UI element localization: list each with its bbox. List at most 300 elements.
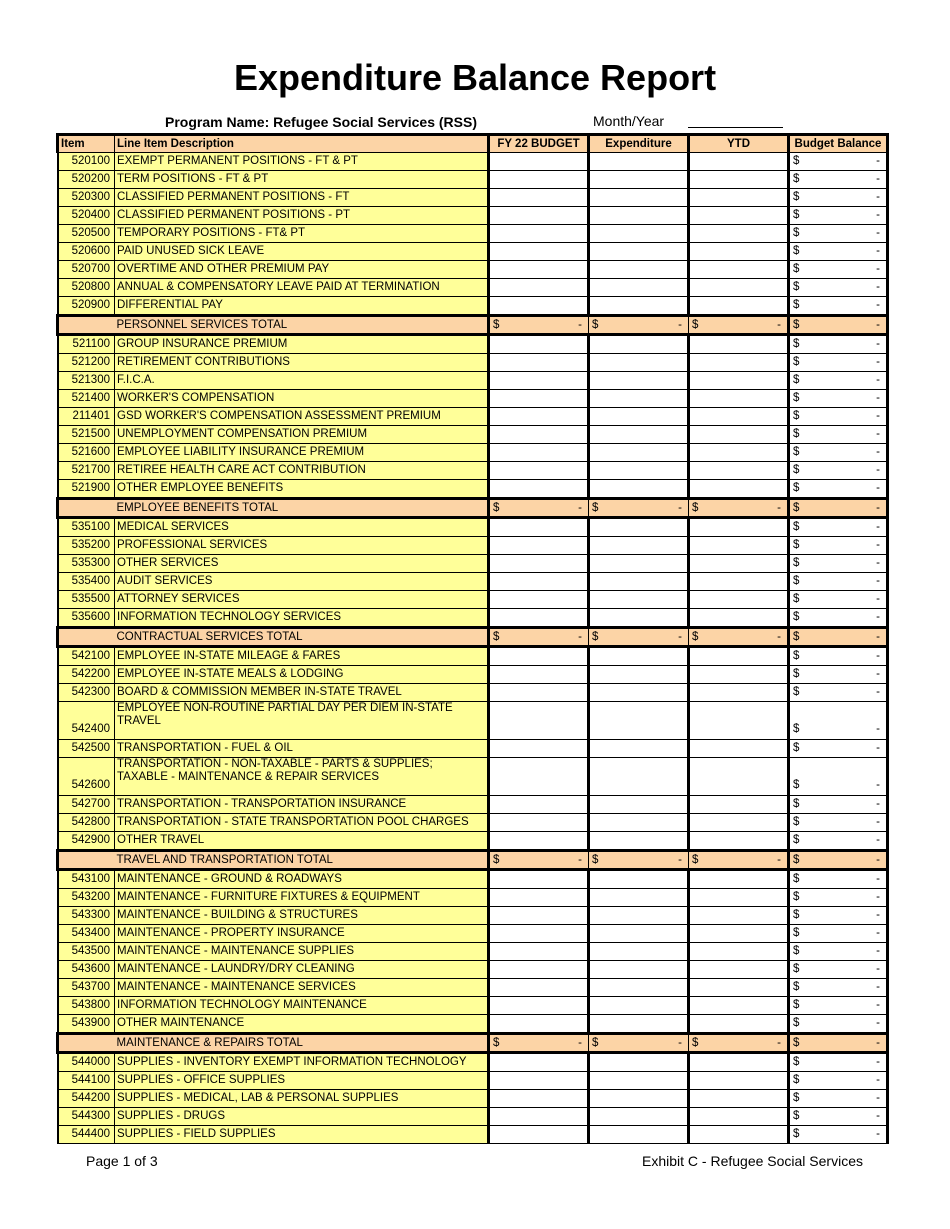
currency-symbol: $ — [592, 631, 599, 643]
budget-cell[interactable] — [489, 1108, 589, 1126]
budget-cell[interactable] — [489, 591, 589, 609]
amount-value: - — [876, 981, 880, 993]
ytd-cell[interactable] — [689, 1015, 789, 1034]
item-code: 535100 — [58, 518, 115, 537]
item-code: 543200 — [58, 889, 115, 907]
line-item-description: PAID UNUSED SICK LEAVE — [115, 243, 489, 261]
ytd-cell[interactable] — [689, 390, 789, 408]
expenditure-cell[interactable] — [589, 518, 689, 537]
table-row — [58, 390, 888, 408]
budget-cell[interactable] — [489, 1053, 589, 1072]
line-item-description: BOARD & COMMISSION MEMBER IN-STATE TRAVEL — [115, 684, 489, 702]
budget-balance-cell — [789, 1034, 888, 1053]
budget-balance-cell — [789, 666, 888, 684]
ytd-cell[interactable] — [689, 666, 789, 684]
expenditure-total-cell — [589, 1034, 689, 1053]
expenditure-cell[interactable] — [589, 609, 689, 628]
item-code: 542500 — [58, 740, 115, 758]
ytd-cell[interactable] — [689, 796, 789, 814]
line-item-description: EMPLOYEE IN-STATE MEALS & LODGING — [115, 666, 489, 684]
ytd-cell[interactable] — [689, 870, 789, 889]
budget-cell[interactable] — [489, 279, 589, 297]
amount-value: - — [876, 927, 880, 939]
table-row — [58, 979, 888, 997]
budget-balance-cell — [789, 372, 888, 390]
budget-cell[interactable] — [489, 297, 589, 316]
budget-cell[interactable] — [489, 243, 589, 261]
amount-value: - — [777, 1037, 781, 1049]
exhibit-label: Exhibit C - Refugee Social Services — [642, 1153, 863, 1169]
item-code: 543800 — [58, 997, 115, 1015]
currency-symbol: $ — [793, 999, 800, 1011]
total-row — [58, 628, 888, 647]
budget-cell[interactable] — [489, 979, 589, 997]
expenditure-cell[interactable] — [589, 1015, 689, 1034]
budget-balance-cell — [789, 518, 888, 537]
ytd-cell[interactable] — [689, 408, 789, 426]
table-row — [58, 796, 888, 814]
budget-cell[interactable] — [489, 1072, 589, 1090]
line-item-description: CLASSIFIED PERMANENT POSITIONS - FT — [115, 189, 489, 207]
budget-cell[interactable] — [489, 372, 589, 390]
budget-cell[interactable] — [489, 555, 589, 573]
table-row — [58, 153, 888, 171]
amount-value: - — [876, 299, 880, 311]
item-code: 520300 — [58, 189, 115, 207]
budget-balance-cell — [789, 555, 888, 573]
line-item-description: TEMPORARY POSITIONS - FT& PT — [115, 225, 489, 243]
expenditure-total-cell — [589, 851, 689, 870]
expenditure-cell[interactable] — [589, 666, 689, 684]
expenditure-cell[interactable] — [589, 354, 689, 372]
item-code — [58, 851, 115, 870]
budget-balance-cell — [789, 1090, 888, 1108]
currency-symbol: $ — [793, 1037, 800, 1049]
header-budget: FY 22 BUDGET — [489, 135, 589, 153]
expenditure-cell[interactable] — [589, 832, 689, 851]
amount-value: - — [876, 631, 880, 643]
ytd-cell[interactable] — [689, 979, 789, 997]
expenditure-cell[interactable] — [589, 925, 689, 943]
expenditure-cell[interactable] — [589, 426, 689, 444]
expenditure-cell[interactable] — [589, 1053, 689, 1072]
currency-symbol: $ — [793, 539, 800, 551]
ytd-cell[interactable] — [689, 279, 789, 297]
line-item-description: EMPLOYEE NON-ROUTINE PARTIAL DAY PER DIEM IN-STATE TRAVEL — [115, 702, 489, 740]
amount-value: - — [876, 816, 880, 828]
budget-balance-cell — [789, 1015, 888, 1034]
line-item-description: ANNUAL & COMPENSATORY LEAVE PAID AT TERMINATION — [115, 279, 489, 297]
currency-symbol: $ — [793, 798, 800, 810]
ytd-cell[interactable] — [689, 1090, 789, 1108]
header-ytd: YTD — [689, 135, 789, 153]
budget-cell[interactable] — [489, 335, 589, 354]
expenditure-cell[interactable] — [589, 1126, 689, 1144]
ytd-cell[interactable] — [689, 1126, 789, 1144]
ytd-cell[interactable] — [689, 189, 789, 207]
amount-value: - — [777, 319, 781, 331]
table-row — [58, 702, 888, 740]
expenditure-cell[interactable] — [589, 444, 689, 462]
amount-value: - — [876, 686, 880, 698]
table-header-row — [58, 135, 888, 153]
expenditure-cell[interactable] — [589, 573, 689, 591]
item-code: 542800 — [58, 814, 115, 832]
budget-balance-cell — [789, 907, 888, 925]
item-code: 543400 — [58, 925, 115, 943]
amount-value: - — [678, 631, 682, 643]
ytd-cell[interactable] — [689, 997, 789, 1015]
line-item-description: EXEMPT PERMANENT POSITIONS - FT & PT — [115, 153, 489, 171]
expenditure-cell[interactable] — [589, 647, 689, 666]
ytd-cell[interactable] — [689, 609, 789, 628]
budget-cell[interactable] — [489, 153, 589, 171]
item-code: 543700 — [58, 979, 115, 997]
ytd-cell[interactable] — [689, 426, 789, 444]
budget-cell[interactable] — [489, 1090, 589, 1108]
budget-cell[interactable] — [489, 961, 589, 979]
item-code: 544000 — [58, 1053, 115, 1072]
currency-symbol: $ — [793, 173, 800, 185]
budget-balance-cell — [789, 462, 888, 480]
budget-cell[interactable] — [489, 189, 589, 207]
budget-cell[interactable] — [489, 796, 589, 814]
table-row — [58, 354, 888, 372]
currency-symbol: $ — [793, 945, 800, 957]
expenditure-cell[interactable] — [589, 1072, 689, 1090]
currency-symbol: $ — [793, 593, 800, 605]
budget-cell[interactable] — [489, 518, 589, 537]
ytd-cell[interactable] — [689, 518, 789, 537]
item-code: 520100 — [58, 153, 115, 171]
item-code: 520200 — [58, 171, 115, 189]
expenditure-cell[interactable] — [589, 796, 689, 814]
table-row — [58, 832, 888, 851]
budget-cell[interactable] — [489, 261, 589, 279]
amount-value: - — [876, 668, 880, 680]
expenditure-cell[interactable] — [589, 390, 689, 408]
table-row — [58, 1090, 888, 1108]
budget-cell[interactable] — [489, 1126, 589, 1144]
currency-symbol: $ — [493, 319, 500, 331]
budget-cell[interactable] — [489, 390, 589, 408]
budget-balance-cell — [789, 740, 888, 758]
table-row — [58, 372, 888, 390]
budget-balance-cell — [789, 870, 888, 889]
table-row — [58, 243, 888, 261]
amount-value: - — [876, 356, 880, 368]
ytd-cell[interactable] — [689, 243, 789, 261]
ytd-cell[interactable] — [689, 480, 789, 499]
expenditure-cell[interactable] — [589, 997, 689, 1015]
budget-cell[interactable] — [489, 1015, 589, 1034]
table-row — [58, 666, 888, 684]
table-row — [58, 647, 888, 666]
ytd-cell[interactable] — [689, 335, 789, 354]
expenditure-cell[interactable] — [589, 261, 689, 279]
currency-symbol: $ — [793, 927, 800, 939]
budget-cell[interactable] — [489, 426, 589, 444]
budget-total-cell — [489, 1034, 589, 1053]
total-description: PERSONNEL SERVICES TOTAL — [115, 316, 489, 335]
budget-balance-cell — [789, 316, 888, 335]
expenditure-cell[interactable] — [589, 243, 689, 261]
expenditure-cell[interactable] — [589, 1090, 689, 1108]
line-item-description: DIFFERENTIAL PAY — [115, 297, 489, 316]
expenditure-cell[interactable] — [589, 591, 689, 609]
ytd-cell[interactable] — [689, 925, 789, 943]
ytd-cell[interactable] — [689, 171, 789, 189]
amount-value: - — [876, 1092, 880, 1104]
ytd-cell[interactable] — [689, 758, 789, 796]
ytd-cell[interactable] — [689, 462, 789, 480]
budget-balance-cell — [789, 1108, 888, 1126]
expenditure-cell[interactable] — [589, 740, 689, 758]
budget-cell[interactable] — [489, 444, 589, 462]
ytd-cell[interactable] — [689, 943, 789, 961]
expenditure-cell[interactable] — [589, 702, 689, 740]
table-row — [58, 480, 888, 499]
amount-value: - — [578, 1037, 582, 1049]
line-item-description: OTHER EMPLOYEE BENEFITS — [115, 480, 489, 499]
ytd-cell[interactable] — [689, 555, 789, 573]
amount-value: - — [876, 338, 880, 350]
line-item-description: RETIREE HEALTH CARE ACT CONTRIBUTION — [115, 462, 489, 480]
currency-symbol: $ — [793, 1110, 800, 1122]
expenditure-table — [56, 133, 889, 1144]
item-code: 520400 — [58, 207, 115, 225]
budget-cell[interactable] — [489, 666, 589, 684]
budget-balance-cell — [789, 889, 888, 907]
currency-symbol: $ — [692, 502, 699, 514]
item-code: 521400 — [58, 390, 115, 408]
total-description: TRAVEL AND TRANSPORTATION TOTAL — [115, 851, 489, 870]
line-item-description: MAINTENANCE - BUILDING & STRUCTURES — [115, 907, 489, 925]
budget-balance-cell — [789, 354, 888, 372]
line-item-description: TRANSPORTATION - FUEL & OIL — [115, 740, 489, 758]
table-row — [58, 573, 888, 591]
expenditure-cell[interactable] — [589, 907, 689, 925]
ytd-cell[interactable] — [689, 889, 789, 907]
expenditure-cell[interactable] — [589, 335, 689, 354]
budget-cell[interactable] — [489, 740, 589, 758]
expenditure-cell[interactable] — [589, 225, 689, 243]
item-code — [58, 1034, 115, 1053]
ytd-cell[interactable] — [689, 225, 789, 243]
budget-cell[interactable] — [489, 573, 589, 591]
budget-cell[interactable] — [489, 870, 589, 889]
budget-cell[interactable] — [489, 462, 589, 480]
table-row — [58, 189, 888, 207]
expenditure-cell[interactable] — [589, 889, 689, 907]
currency-symbol: $ — [793, 816, 800, 828]
expenditure-cell[interactable] — [589, 870, 689, 889]
budget-cell[interactable] — [489, 943, 589, 961]
item-code: 543500 — [58, 943, 115, 961]
budget-cell[interactable] — [489, 354, 589, 372]
currency-symbol: $ — [692, 854, 699, 866]
item-code: 520800 — [58, 279, 115, 297]
ytd-cell[interactable] — [689, 684, 789, 702]
budget-cell[interactable] — [489, 702, 589, 740]
amount-value: - — [876, 392, 880, 404]
expenditure-cell[interactable] — [589, 979, 689, 997]
budget-total-cell — [489, 316, 589, 335]
budget-balance-cell — [789, 925, 888, 943]
currency-symbol: $ — [793, 245, 800, 257]
ytd-cell[interactable] — [689, 153, 789, 171]
budget-balance-cell — [789, 444, 888, 462]
table-row — [58, 740, 888, 758]
total-row — [58, 316, 888, 335]
ytd-cell[interactable] — [689, 261, 789, 279]
budget-cell[interactable] — [489, 609, 589, 628]
budget-cell[interactable] — [489, 537, 589, 555]
table-row — [58, 925, 888, 943]
ytd-cell[interactable] — [689, 354, 789, 372]
expenditure-cell[interactable] — [589, 814, 689, 832]
ytd-total-cell — [689, 1034, 789, 1053]
ytd-cell[interactable] — [689, 832, 789, 851]
ytd-cell[interactable] — [689, 961, 789, 979]
amount-value: - — [876, 999, 880, 1011]
expenditure-cell[interactable] — [589, 1108, 689, 1126]
line-item-description: SUPPLIES - DRUGS — [115, 1108, 489, 1126]
table-row — [58, 297, 888, 316]
budget-cell[interactable] — [489, 758, 589, 796]
budget-cell[interactable] — [489, 832, 589, 851]
ytd-cell[interactable] — [689, 647, 789, 666]
expenditure-cell[interactable] — [589, 279, 689, 297]
currency-symbol: $ — [793, 668, 800, 680]
budget-cell[interactable] — [489, 408, 589, 426]
expenditure-cell[interactable] — [589, 943, 689, 961]
ytd-cell[interactable] — [689, 591, 789, 609]
amount-value: - — [876, 1056, 880, 1068]
line-item-description: MAINTENANCE - MAINTENANCE SUPPLIES — [115, 943, 489, 961]
currency-symbol: $ — [793, 299, 800, 311]
budget-cell[interactable] — [489, 480, 589, 499]
program-name: Program Name: Refugee Social Services (RSS) — [165, 114, 478, 130]
item-code: 544400 — [58, 1126, 115, 1144]
expenditure-cell[interactable] — [589, 372, 689, 390]
month-year-field[interactable] — [688, 127, 783, 128]
ytd-cell[interactable] — [689, 297, 789, 316]
expenditure-cell[interactable] — [589, 171, 689, 189]
amount-value: - — [876, 873, 880, 885]
amount-value: - — [578, 502, 582, 514]
expenditure-cell[interactable] — [589, 153, 689, 171]
expenditure-cell[interactable] — [589, 758, 689, 796]
ytd-cell[interactable] — [689, 537, 789, 555]
budget-cell[interactable] — [489, 207, 589, 225]
budget-balance-cell — [789, 609, 888, 628]
currency-symbol: $ — [793, 1056, 800, 1068]
table-row — [58, 609, 888, 628]
expenditure-cell[interactable] — [589, 189, 689, 207]
item-code: 542200 — [58, 666, 115, 684]
expenditure-cell[interactable] — [589, 408, 689, 426]
line-item-description: MAINTENANCE - GROUND & ROADWAYS — [115, 870, 489, 889]
table-row — [58, 1015, 888, 1034]
total-row — [58, 851, 888, 870]
ytd-cell[interactable] — [689, 372, 789, 390]
currency-symbol: $ — [793, 723, 800, 735]
amount-value: - — [876, 263, 880, 275]
ytd-cell[interactable] — [689, 814, 789, 832]
ytd-cell[interactable] — [689, 740, 789, 758]
budget-cell[interactable] — [489, 814, 589, 832]
budget-total-cell — [489, 851, 589, 870]
budget-cell[interactable] — [489, 925, 589, 943]
budget-cell[interactable] — [489, 907, 589, 925]
expenditure-cell[interactable] — [589, 537, 689, 555]
ytd-cell[interactable] — [689, 1108, 789, 1126]
expenditure-cell[interactable] — [589, 480, 689, 499]
budget-balance-cell — [789, 335, 888, 354]
budget-cell[interactable] — [489, 889, 589, 907]
ytd-cell[interactable] — [689, 444, 789, 462]
budget-cell[interactable] — [489, 171, 589, 189]
item-code: 535200 — [58, 537, 115, 555]
budget-balance-cell — [789, 243, 888, 261]
currency-symbol: $ — [793, 392, 800, 404]
table-row — [58, 279, 888, 297]
ytd-cell[interactable] — [689, 1072, 789, 1090]
item-code: 543300 — [58, 907, 115, 925]
expenditure-cell[interactable] — [589, 555, 689, 573]
line-item-description: AUDIT SERVICES — [115, 573, 489, 591]
amount-value: - — [876, 155, 880, 167]
ytd-cell[interactable] — [689, 1053, 789, 1072]
budget-cell[interactable] — [489, 997, 589, 1015]
expenditure-cell[interactable] — [589, 462, 689, 480]
line-item-description: GROUP INSURANCE PREMIUM — [115, 335, 489, 354]
amount-value: - — [876, 798, 880, 810]
ytd-cell[interactable] — [689, 907, 789, 925]
expenditure-cell[interactable] — [589, 297, 689, 316]
currency-symbol: $ — [793, 356, 800, 368]
budget-cell[interactable] — [489, 225, 589, 243]
expenditure-cell[interactable] — [589, 207, 689, 225]
budget-balance-cell — [789, 207, 888, 225]
table-row — [58, 684, 888, 702]
item-code: 535500 — [58, 591, 115, 609]
amount-value: - — [876, 909, 880, 921]
ytd-cell[interactable] — [689, 702, 789, 740]
currency-symbol: $ — [493, 631, 500, 643]
budget-balance-cell — [789, 408, 888, 426]
amount-value: - — [578, 319, 582, 331]
amount-value: - — [876, 779, 880, 791]
line-item-description: TRANSPORTATION - STATE TRANSPORTATION POOL CHARGES — [115, 814, 489, 832]
table-row — [58, 591, 888, 609]
expenditure-cell[interactable] — [589, 961, 689, 979]
item-code: 543900 — [58, 1015, 115, 1034]
ytd-cell[interactable] — [689, 207, 789, 225]
amount-value: - — [876, 227, 880, 239]
budget-balance-cell — [789, 796, 888, 814]
expenditure-cell[interactable] — [589, 684, 689, 702]
ytd-cell[interactable] — [689, 573, 789, 591]
table-row — [58, 870, 888, 889]
currency-symbol: $ — [793, 650, 800, 662]
budget-cell[interactable] — [489, 684, 589, 702]
budget-cell[interactable] — [489, 647, 589, 666]
line-item-description: RETIREMENT CONTRIBUTIONS — [115, 354, 489, 372]
line-item-description: MAINTENANCE - FURNITURE FIXTURES & EQUIPMENT — [115, 889, 489, 907]
currency-symbol: $ — [793, 263, 800, 275]
